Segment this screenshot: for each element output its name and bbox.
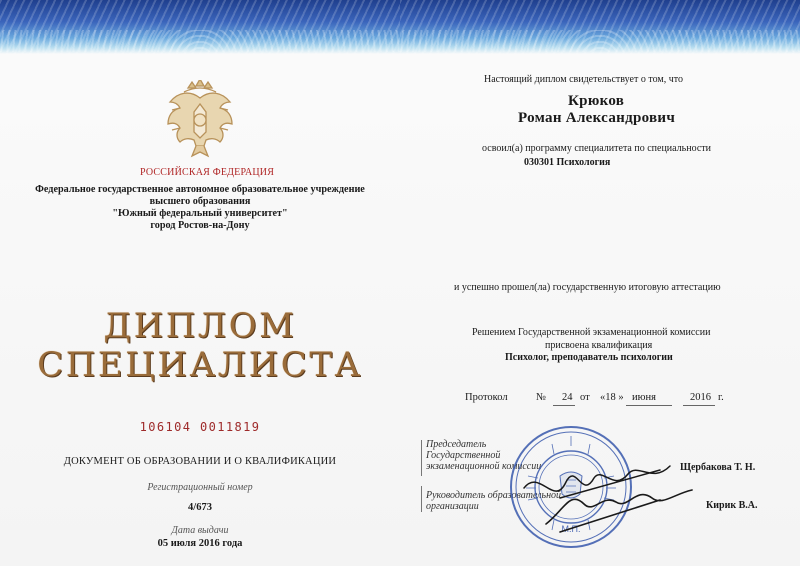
protocol-from: от — [580, 392, 590, 403]
head-label-line-1: Руководитель образовательной — [426, 490, 562, 501]
diploma-title-line-1: ДИПЛОМ — [103, 306, 297, 346]
diploma-title-line-2: СПЕЦИАЛИСТА — [37, 345, 363, 385]
protocol-underline — [683, 405, 715, 406]
issue-date: 05 июля 2016 года — [157, 538, 243, 549]
qualification: Психолог, преподаватель психологии — [505, 352, 673, 363]
institution-line-1: Федеральное государственное автономное образовательное учреждение — [35, 184, 365, 195]
registration-label: Регистрационный номер — [147, 482, 253, 493]
program-text: освоил(а) программу специалитета по специальности — [482, 143, 711, 154]
russian-coat-of-arms-icon — [160, 80, 240, 166]
protocol-label: Протокол — [465, 392, 508, 403]
stamp-mp-label: М.П. — [561, 524, 581, 534]
registration-number: 4/673 — [188, 502, 212, 513]
assigned-text: присвоена квалификация — [545, 340, 653, 351]
protocol-underline — [553, 405, 575, 406]
issue-date-label: Дата выдачи — [171, 525, 229, 536]
signature-bracket — [421, 440, 422, 476]
specialty: 030301 Психология — [524, 157, 611, 168]
graduate-surname: Крюков — [568, 93, 625, 109]
chair-name: Щербакова Т. Н. — [680, 462, 756, 473]
decorative-guilloche — [400, 30, 800, 52]
protocol-number-sign: № — [536, 392, 547, 403]
certification-intro: Настоящий диплом свидетельствует о том, что — [484, 74, 683, 85]
protocol-day: «18 » — [600, 392, 624, 403]
document-type: ДОКУМЕНТ ОБ ОБРАЗОВАНИИ И О КВАЛИФИКАЦИИ — [63, 456, 337, 467]
protocol-underline — [626, 405, 672, 406]
chair-label-line-2: Государственной — [426, 450, 501, 461]
country-name: РОССИЙСКАЯ ФЕДЕРАЦИЯ — [140, 167, 275, 178]
graduate-name: Роман Александрович — [518, 110, 676, 126]
institution-line-3: "Южный федеральный университет" — [112, 208, 288, 219]
chair-label-line-1: Председатель — [426, 439, 487, 450]
protocol-month: июня — [632, 392, 656, 403]
chair-label-line-3: экзаменационной комиссии — [426, 461, 542, 472]
exam-text: и успешно прошел(ла) государственную итоговую аттестацию — [454, 282, 721, 293]
protocol-number: 24 — [562, 392, 573, 403]
serial-number: 106104 0011819 — [139, 420, 261, 434]
institution-line-4: город Ростов-на-Дону — [150, 220, 250, 231]
protocol-year-suffix: г. — [718, 392, 724, 403]
decorative-guilloche — [0, 30, 400, 52]
head-label-line-2: организации — [426, 501, 479, 512]
head-name: Кирик В.А. — [706, 500, 758, 511]
signature-bracket — [421, 486, 422, 512]
head-signature-icon — [540, 480, 700, 540]
institution-line-2: высшего образования — [149, 196, 251, 207]
protocol-year: 2016 — [690, 392, 711, 403]
commission-text: Решением Государственной экзаменационной комиссии — [472, 327, 711, 338]
